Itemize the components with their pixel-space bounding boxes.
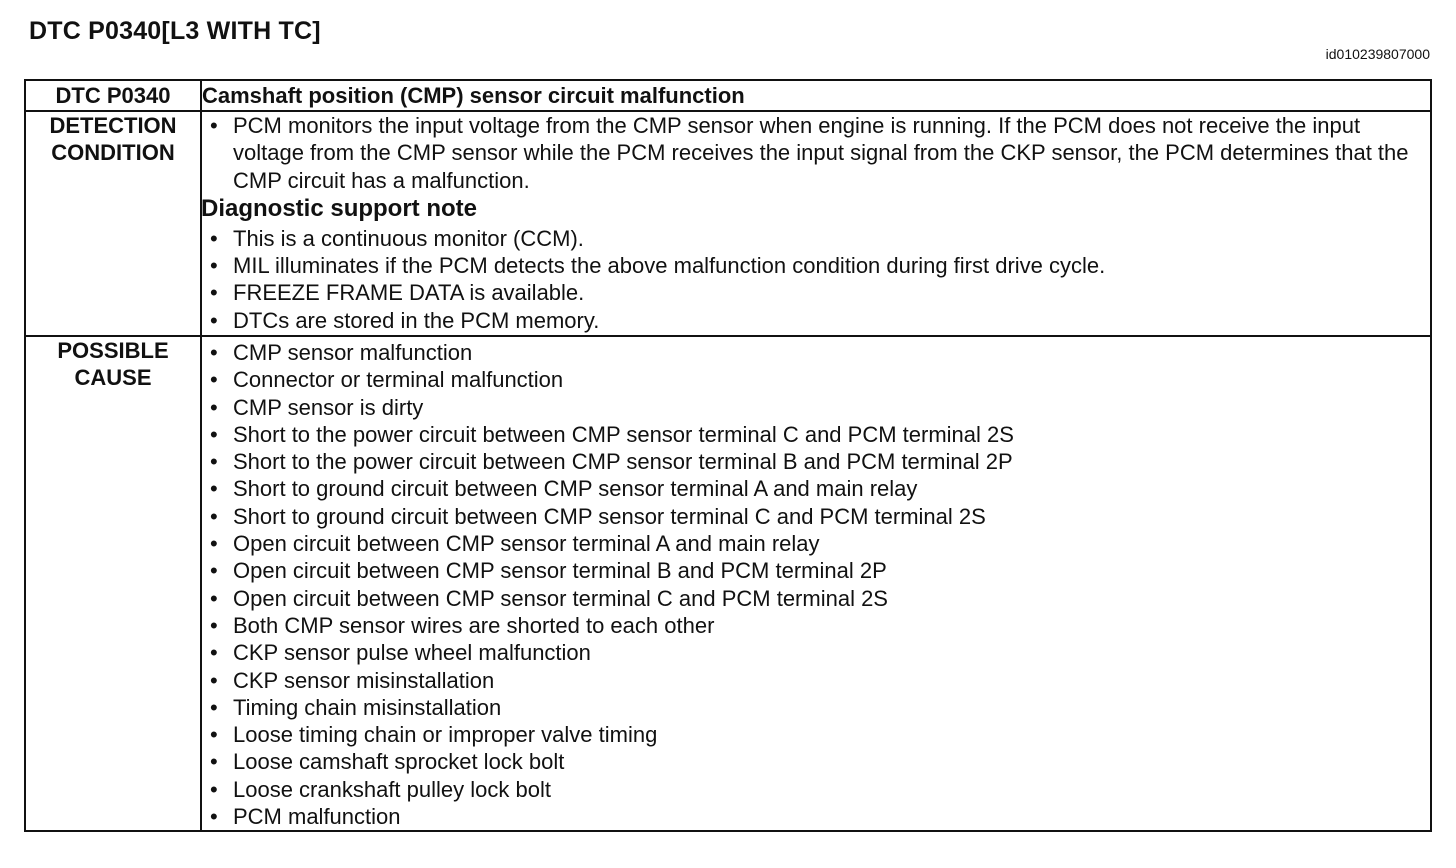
list-item-text: PCM malfunction [233, 804, 401, 830]
bullet-icon: • [210, 253, 218, 279]
bullet-icon: • [210, 503, 218, 529]
list-item-text: Short to ground circuit between CMP sensor terminal C and PCM terminal 2S [233, 503, 986, 529]
bullet-icon: • [210, 225, 218, 251]
cause-list [202, 339, 1430, 830]
bullet-icon: • [210, 749, 218, 775]
possible-cause-item [202, 639, 1430, 666]
bullet-icon: • [210, 612, 218, 638]
page-title: DTC P0340[L3 WITH TC] [29, 17, 321, 45]
possible-cause-item [202, 448, 1430, 475]
support-note-item [202, 252, 1430, 279]
bullet-icon: • [210, 722, 218, 748]
diagnostic-support-note-heading: Diagnostic support note [201, 194, 477, 222]
bullet-icon: • [210, 394, 218, 420]
possible-cause-item [202, 366, 1430, 393]
detection-condition-row [25, 111, 1431, 336]
list-item-text: PCM monitors the input voltage from the CMP sensor when engine is running. If the PCM does not receive the input voltage from the CMP sensor while the PCM receives the input signal from the CKP sensor, the PCM determines that the CMP circuit has a malfunction. [233, 113, 1409, 193]
possible-cause-item [202, 339, 1430, 366]
detection-label-line1: DETECTION [49, 113, 177, 138]
possible-cause-item [202, 585, 1430, 612]
cause-label-line1: POSSIBLE [57, 338, 169, 363]
bullet-icon: • [210, 476, 218, 502]
bullet-icon: • [210, 804, 218, 830]
possible-cause-item [202, 667, 1430, 694]
list-item-text: DTCs are stored in the PCM memory. [233, 307, 600, 333]
dtc-table [24, 79, 1432, 832]
possible-cause-content [201, 336, 1431, 831]
possible-cause-item [202, 721, 1430, 748]
detection-condition-content [201, 111, 1431, 336]
list-item-text: Loose camshaft sprocket lock bolt [233, 749, 565, 775]
support-note-item [202, 279, 1430, 306]
bullet-icon: • [210, 694, 218, 720]
bullet-icon: • [210, 340, 218, 365]
list-item-text: Connector or terminal malfunction [233, 367, 564, 393]
list-item-text: Timing chain misinstallation [233, 694, 502, 720]
possible-cause-item [202, 421, 1430, 448]
bullet-icon: • [210, 558, 218, 584]
list-item-text: Short to the power circuit between CMP sensor terminal B and PCM terminal 2P [233, 449, 1013, 475]
list-item-text: Short to the power circuit between CMP sensor terminal C and PCM terminal 2S [233, 421, 1014, 447]
bullet-icon: • [210, 667, 218, 693]
support-note-item [202, 225, 1430, 252]
list-item-text: CKP sensor misinstallation [233, 667, 495, 693]
list-item-text: Loose crankshaft pulley lock bolt [233, 776, 551, 802]
support-note-list [202, 225, 1430, 334]
list-item-text: Both CMP sensor wires are shorted to each other [233, 612, 715, 638]
image-id-label: id010239807000 [1325, 46, 1430, 62]
possible-cause-item [202, 394, 1430, 421]
list-item-text: Loose timing chain or improper valve timing [233, 722, 658, 748]
dtc-code-cell: DTC P0340 [25, 80, 201, 111]
possible-cause-item [202, 475, 1430, 502]
bullet-icon: • [210, 449, 218, 475]
possible-cause-label [25, 336, 201, 831]
bullet-icon: • [210, 585, 218, 611]
bullet-icon: • [210, 421, 218, 447]
possible-cause-item [202, 503, 1430, 530]
bullet-icon: • [210, 280, 218, 306]
possible-cause-item [202, 557, 1430, 584]
possible-cause-item [202, 694, 1430, 721]
bullet-icon: • [210, 307, 218, 333]
list-item-text: Short to ground circuit between CMP sensor terminal A and main relay [233, 476, 918, 502]
support-note-item [202, 307, 1430, 334]
possible-cause-item [202, 803, 1430, 830]
dtc-description-cell: Camshaft position (CMP) sensor circuit malfunction [201, 80, 1431, 111]
detection-condition-label [25, 111, 201, 336]
bullet-icon: • [210, 776, 218, 802]
detection-list [202, 112, 1430, 194]
possible-cause-item [202, 748, 1430, 775]
bullet-icon: • [210, 367, 218, 393]
bullet-icon: • [210, 113, 218, 138]
detection-label-line2: CONDITION [51, 140, 175, 165]
list-item-text: CMP sensor is dirty [233, 394, 424, 420]
list-item-text: CKP sensor pulse wheel malfunction [233, 640, 591, 666]
list-item-text: This is a continuous monitor (CCM). [233, 225, 584, 251]
possible-cause-item [202, 776, 1430, 803]
cause-label-line2: CAUSE [74, 365, 152, 390]
list-item-text: FREEZE FRAME DATA is available. [233, 280, 585, 306]
bullet-icon: • [210, 640, 218, 666]
table-header-row [25, 80, 1431, 111]
list-item-text: Open circuit between CMP sensor terminal A and main relay [233, 531, 820, 557]
possible-cause-item [202, 612, 1430, 639]
possible-cause-row [25, 336, 1431, 831]
list-item-text: Open circuit between CMP sensor terminal C and PCM terminal 2S [233, 585, 888, 611]
bullet-icon: • [210, 531, 218, 557]
list-item-text: Open circuit between CMP sensor terminal B and PCM terminal 2P [233, 558, 887, 584]
possible-cause-item [202, 530, 1430, 557]
detection-item [202, 112, 1430, 194]
list-item-text: CMP sensor malfunction [233, 340, 473, 365]
list-item-text: MIL illuminates if the PCM detects the above malfunction condition during first drive cycle. [233, 253, 1106, 279]
